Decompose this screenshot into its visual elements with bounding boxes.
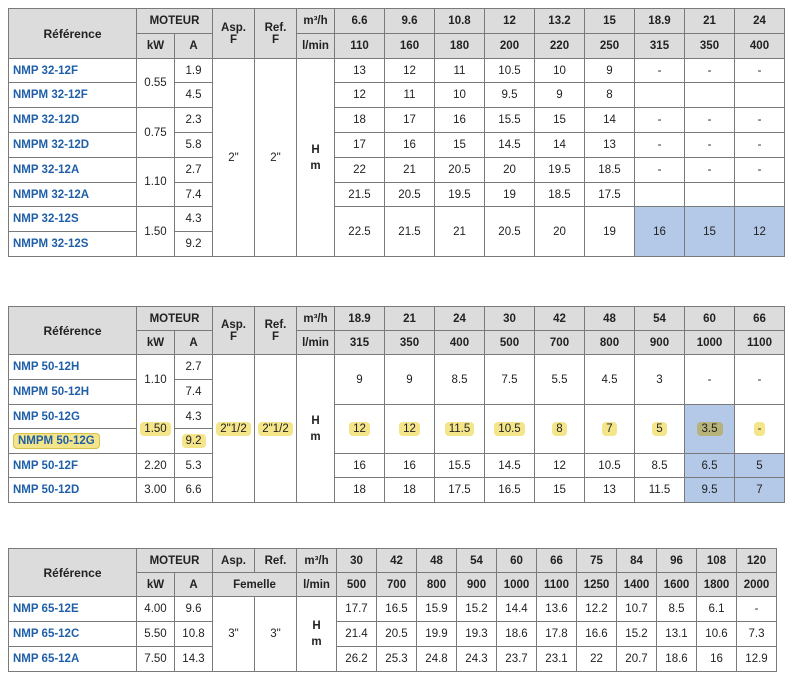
header-lmin: l/min (297, 331, 335, 355)
flow-lmin: 350 (685, 34, 735, 59)
head-value: 14 (535, 133, 585, 158)
head-value: 7.5 (485, 355, 535, 405)
model-name: NMPM 50-12H (9, 380, 137, 405)
flow-m3h: 6.6 (335, 9, 385, 34)
motor-a: 4.3 (175, 207, 213, 232)
pump-table-nmp65 (8, 548, 777, 672)
motor-kw: 1.10 (137, 355, 175, 405)
motor-a: 14.3 (175, 647, 213, 672)
flow-lmin: 180 (435, 34, 485, 59)
head-value: 17.8 (537, 622, 577, 647)
model-name: NMP 50-12G (9, 405, 137, 429)
model-name: NMP 65-12C (9, 622, 137, 647)
flow-lmin: 900 (457, 573, 497, 597)
head-value: 10 (535, 59, 585, 83)
flow-lmin: 1000 (497, 573, 537, 597)
head-value: 10.6 (697, 622, 737, 647)
head-value: - (737, 597, 777, 622)
model-name: NMPM 32-12D (9, 133, 137, 158)
flow-lmin: 200 (485, 34, 535, 59)
flow-lmin: 1250 (577, 573, 617, 597)
flow-m3h: 84 (617, 549, 657, 573)
head-value: 21 (385, 158, 435, 183)
flow-m3h: 66 (537, 549, 577, 573)
flow-lmin: 700 (377, 573, 417, 597)
head-value: 16 (635, 207, 685, 257)
flow-lmin: 1600 (657, 573, 697, 597)
motor-a: 4.5 (175, 83, 213, 108)
head-value: 20.7 (617, 647, 657, 672)
flow-lmin: 350 (385, 331, 435, 355)
head-value: 14.5 (485, 133, 535, 158)
header-asp: Asp. F (213, 9, 255, 59)
header-m3h: m³/h (297, 307, 335, 331)
flow-m3h: 96 (657, 549, 697, 573)
motor-a: 1.9 (175, 59, 213, 83)
head-value: 19.3 (457, 622, 497, 647)
header-ref: Ref. F (255, 307, 297, 355)
flow-lmin: 2000 (737, 573, 777, 597)
head-value: 14 (585, 108, 635, 133)
head-value: 13.6 (537, 597, 577, 622)
head-value: - (735, 133, 785, 158)
head-value: 20.5 (435, 158, 485, 183)
head-value: 16 (385, 133, 435, 158)
head-value: 12 (535, 454, 585, 478)
flow-lmin: 1100 (735, 331, 785, 355)
flow-m3h: 54 (635, 307, 685, 331)
head-value: 22 (335, 158, 385, 183)
head-value: 21 (435, 207, 485, 257)
head-value: 14.4 (497, 597, 537, 622)
flow-lmin: 400 (735, 34, 785, 59)
flow-m3h: 60 (685, 307, 735, 331)
head-value: 15 (535, 478, 585, 503)
head-value: 12 (335, 405, 385, 454)
head-value: 20.5 (485, 207, 535, 257)
head-value: 18 (385, 478, 435, 503)
head-value: - (735, 405, 785, 454)
motor-kw: 0.55 (137, 59, 175, 108)
head-value (635, 183, 685, 207)
motor-a: 5.8 (175, 133, 213, 158)
head-value (685, 83, 735, 108)
head-value: 9 (335, 355, 385, 405)
header-asp: Asp. F (213, 307, 255, 355)
model-name: NMP 65-12E (9, 597, 137, 622)
head-value: - (735, 355, 785, 405)
head-value: 18.6 (657, 647, 697, 672)
flow-lmin: 315 (335, 331, 385, 355)
asp-size: 3" (213, 597, 255, 672)
head-value: 20.5 (377, 622, 417, 647)
head-value: 3.5 (685, 405, 735, 454)
head-value: 13 (585, 133, 635, 158)
head-value: 19 (485, 183, 535, 207)
model-name: NMP 50-12H (9, 355, 137, 380)
head-value: 13 (335, 59, 385, 83)
head-value: 15 (685, 207, 735, 257)
flow-m3h: 48 (417, 549, 457, 573)
model-name: NMP 50-12D (9, 478, 137, 503)
head-value: 8 (585, 83, 635, 108)
head-value: 15 (535, 108, 585, 133)
ref-size: 2"1/2 (255, 355, 297, 503)
flow-lmin: 110 (335, 34, 385, 59)
head-value: 20 (535, 207, 585, 257)
head-value (735, 83, 785, 108)
head-value: 9.5 (485, 83, 535, 108)
flow-lmin: 900 (635, 331, 685, 355)
head-value: 23.7 (497, 647, 537, 672)
motor-kw: 0.75 (137, 108, 175, 158)
head-value: 6.5 (685, 454, 735, 478)
head-value: 15.9 (417, 597, 457, 622)
flow-m3h: 10.8 (435, 9, 485, 34)
model-name: NMP 50-12F (9, 454, 137, 478)
flow-lmin: 400 (435, 331, 485, 355)
header-reference: Référence (9, 549, 137, 597)
model-name: NMPM 32-12F (9, 83, 137, 108)
flow-lmin: 315 (635, 34, 685, 59)
head-value: 16.5 (377, 597, 417, 622)
motor-a: 7.4 (175, 380, 213, 405)
head-value: 12.2 (577, 597, 617, 622)
head-value: 12 (385, 405, 435, 454)
model-name: NMPM 32-12S (9, 232, 137, 257)
head-value: 11.5 (435, 405, 485, 454)
head-value: 24.8 (417, 647, 457, 672)
head-value: 14.5 (485, 454, 535, 478)
header-kw: kW (137, 34, 175, 59)
header-a: A (175, 34, 213, 59)
ref-size: 2" (255, 59, 297, 257)
flow-m3h: 48 (585, 307, 635, 331)
header-lmin: l/min (297, 34, 335, 59)
flow-lmin: 250 (585, 34, 635, 59)
flow-m3h: 13.2 (535, 9, 585, 34)
head-value: 18.5 (535, 183, 585, 207)
flow-m3h: 75 (577, 549, 617, 573)
header-m3h: m³/h (297, 549, 337, 573)
head-value: 18.5 (585, 158, 635, 183)
head-value: 17 (335, 133, 385, 158)
head-value: 21.5 (335, 183, 385, 207)
head-value: 16 (435, 108, 485, 133)
head-value: 15.2 (617, 622, 657, 647)
motor-kw: 1.50 (137, 405, 175, 454)
head-value: - (735, 59, 785, 83)
head-value: 16.5 (485, 478, 535, 503)
flow-m3h: 21 (685, 9, 735, 34)
head-value: 16 (385, 454, 435, 478)
flow-lmin: 500 (337, 573, 377, 597)
head-value: 9 (385, 355, 435, 405)
header-m3h: m³/h (297, 9, 335, 34)
motor-a: 7.4 (175, 183, 213, 207)
head-value: 9 (585, 59, 635, 83)
flow-m3h: 60 (497, 549, 537, 573)
head-value: 3 (635, 355, 685, 405)
head-value: 10.5 (585, 454, 635, 478)
pump-table-nmp50 (8, 306, 785, 503)
flow-m3h: 9.6 (385, 9, 435, 34)
flow-lmin: 1400 (617, 573, 657, 597)
motor-kw: 4.00 (137, 597, 175, 622)
head-value: 12 (335, 83, 385, 108)
flow-m3h: 42 (377, 549, 417, 573)
flow-lmin: 1800 (697, 573, 737, 597)
head-value: 9 (535, 83, 585, 108)
head-value: 13.1 (657, 622, 697, 647)
head-value: 16 (335, 454, 385, 478)
head-value: 22.5 (335, 207, 385, 257)
head-value: 26.2 (337, 647, 377, 672)
head-value: - (635, 133, 685, 158)
flow-m3h: 15 (585, 9, 635, 34)
header-reference: Référence (9, 307, 137, 355)
head-value: 13 (585, 478, 635, 503)
model-name: NMP 32-12S (9, 207, 137, 232)
flow-m3h: 18.9 (335, 307, 385, 331)
flow-m3h: 30 (485, 307, 535, 331)
head-value: 21.4 (337, 622, 377, 647)
head-unit: H m (297, 59, 335, 257)
head-value (635, 83, 685, 108)
flow-m3h: 54 (457, 549, 497, 573)
head-unit: H m (297, 355, 335, 503)
flow-lmin: 220 (535, 34, 585, 59)
motor-kw: 1.50 (137, 207, 175, 257)
head-value: 20.5 (385, 183, 435, 207)
head-value: - (685, 158, 735, 183)
head-value: 12 (735, 207, 785, 257)
head-value: 19.5 (535, 158, 585, 183)
head-value: - (685, 59, 735, 83)
head-value: 19.5 (435, 183, 485, 207)
head-value: - (685, 108, 735, 133)
header-motor: MOTEUR (137, 549, 213, 573)
head-value: 8.5 (635, 454, 685, 478)
model-name: NMPM 50-12G (9, 429, 137, 454)
head-value: - (735, 158, 785, 183)
header-ref: Ref. F (255, 9, 297, 59)
head-value: - (635, 158, 685, 183)
model-name: NMP 65-12A (9, 647, 137, 672)
head-value: 16 (697, 647, 737, 672)
header-lmin: l/min (297, 573, 337, 597)
flow-m3h: 21 (385, 307, 435, 331)
head-value: 12 (385, 59, 435, 83)
motor-a: 9.6 (175, 597, 213, 622)
flow-m3h: 108 (697, 549, 737, 573)
header-ref: Ref. (255, 549, 297, 573)
asp-size: 2" (213, 59, 255, 257)
motor-kw: 2.20 (137, 454, 175, 478)
head-value: - (685, 133, 735, 158)
head-value: 11.5 (635, 478, 685, 503)
head-value: 19.9 (417, 622, 457, 647)
flow-m3h: 120 (737, 549, 777, 573)
header-femelle: Femelle (213, 573, 297, 597)
flow-lmin: 800 (417, 573, 457, 597)
flow-lmin: 700 (535, 331, 585, 355)
head-value: 11 (435, 59, 485, 83)
head-value: 12.9 (737, 647, 777, 672)
model-name: NMP 32-12F (9, 59, 137, 83)
head-value: 23.1 (537, 647, 577, 672)
flow-m3h: 18.9 (635, 9, 685, 34)
head-value: - (635, 59, 685, 83)
head-value: 22 (577, 647, 617, 672)
head-value: 8 (535, 405, 585, 454)
motor-kw: 5.50 (137, 622, 175, 647)
head-value: 8.5 (435, 355, 485, 405)
head-value: 5 (735, 454, 785, 478)
head-value: 18 (335, 478, 385, 503)
head-value: 19 (585, 207, 635, 257)
motor-kw: 7.50 (137, 647, 175, 672)
header-a: A (175, 331, 213, 355)
header-motor: MOTEUR (137, 9, 213, 34)
flow-lmin: 800 (585, 331, 635, 355)
head-value (735, 183, 785, 207)
head-value: 7 (585, 405, 635, 454)
head-value: - (685, 355, 735, 405)
header-kw: kW (137, 331, 175, 355)
model-name: NMP 32-12A (9, 158, 137, 183)
head-value: 17 (385, 108, 435, 133)
motor-a: 10.8 (175, 622, 213, 647)
head-value: 20 (485, 158, 535, 183)
head-value: 18.6 (497, 622, 537, 647)
header-asp: Asp. (213, 549, 255, 573)
head-value: 7 (735, 478, 785, 503)
flow-lmin: 500 (485, 331, 535, 355)
head-value: 21.5 (385, 207, 435, 257)
motor-a: 6.6 (175, 478, 213, 503)
header-reference: Référence (9, 9, 137, 59)
motor-kw: 1.10 (137, 158, 175, 207)
head-value: 17.5 (435, 478, 485, 503)
pump-table-nmp32 (8, 8, 785, 257)
flow-m3h: 66 (735, 307, 785, 331)
flow-m3h: 30 (337, 549, 377, 573)
head-value: 15.2 (457, 597, 497, 622)
motor-kw: 3.00 (137, 478, 175, 503)
flow-lmin: 1100 (537, 573, 577, 597)
head-value: 10.5 (485, 405, 535, 454)
motor-a: 9.2 (175, 232, 213, 257)
flow-m3h: 24 (435, 307, 485, 331)
head-value: 17.5 (585, 183, 635, 207)
header-kw: kW (137, 573, 175, 597)
flow-lmin: 160 (385, 34, 435, 59)
head-value: 5.5 (535, 355, 585, 405)
motor-a: 4.3 (175, 405, 213, 429)
head-value: 11 (385, 83, 435, 108)
motor-a: 2.3 (175, 108, 213, 133)
header-a: A (175, 573, 213, 597)
head-value: 25.3 (377, 647, 417, 672)
head-value: 18 (335, 108, 385, 133)
head-value: 9.5 (685, 478, 735, 503)
motor-a: 9.2 (175, 429, 213, 454)
head-value: 5 (635, 405, 685, 454)
flow-lmin: 1000 (685, 331, 735, 355)
head-value: 15.5 (435, 454, 485, 478)
head-value: 4.5 (585, 355, 635, 405)
asp-size: 2"1/2 (213, 355, 255, 503)
head-value: 7.3 (737, 622, 777, 647)
head-value: 15 (435, 133, 485, 158)
ref-size: 3" (255, 597, 297, 672)
flow-m3h: 42 (535, 307, 585, 331)
header-motor: MOTEUR (137, 307, 213, 331)
head-unit: H m (297, 597, 337, 672)
model-name: NMPM 32-12A (9, 183, 137, 207)
motor-a: 2.7 (175, 158, 213, 183)
head-value: 6.1 (697, 597, 737, 622)
head-value: - (635, 108, 685, 133)
flow-m3h: 12 (485, 9, 535, 34)
head-value: 10 (435, 83, 485, 108)
head-value: 17.7 (337, 597, 377, 622)
model-name: NMP 32-12D (9, 108, 137, 133)
head-value: 16.6 (577, 622, 617, 647)
head-value: - (735, 108, 785, 133)
head-value (685, 183, 735, 207)
head-value: 10.5 (485, 59, 535, 83)
head-value: 8.5 (657, 597, 697, 622)
head-value: 10.7 (617, 597, 657, 622)
flow-m3h: 24 (735, 9, 785, 34)
head-value: 15.5 (485, 108, 535, 133)
head-value: 24.3 (457, 647, 497, 672)
motor-a: 2.7 (175, 355, 213, 380)
motor-a: 5.3 (175, 454, 213, 478)
